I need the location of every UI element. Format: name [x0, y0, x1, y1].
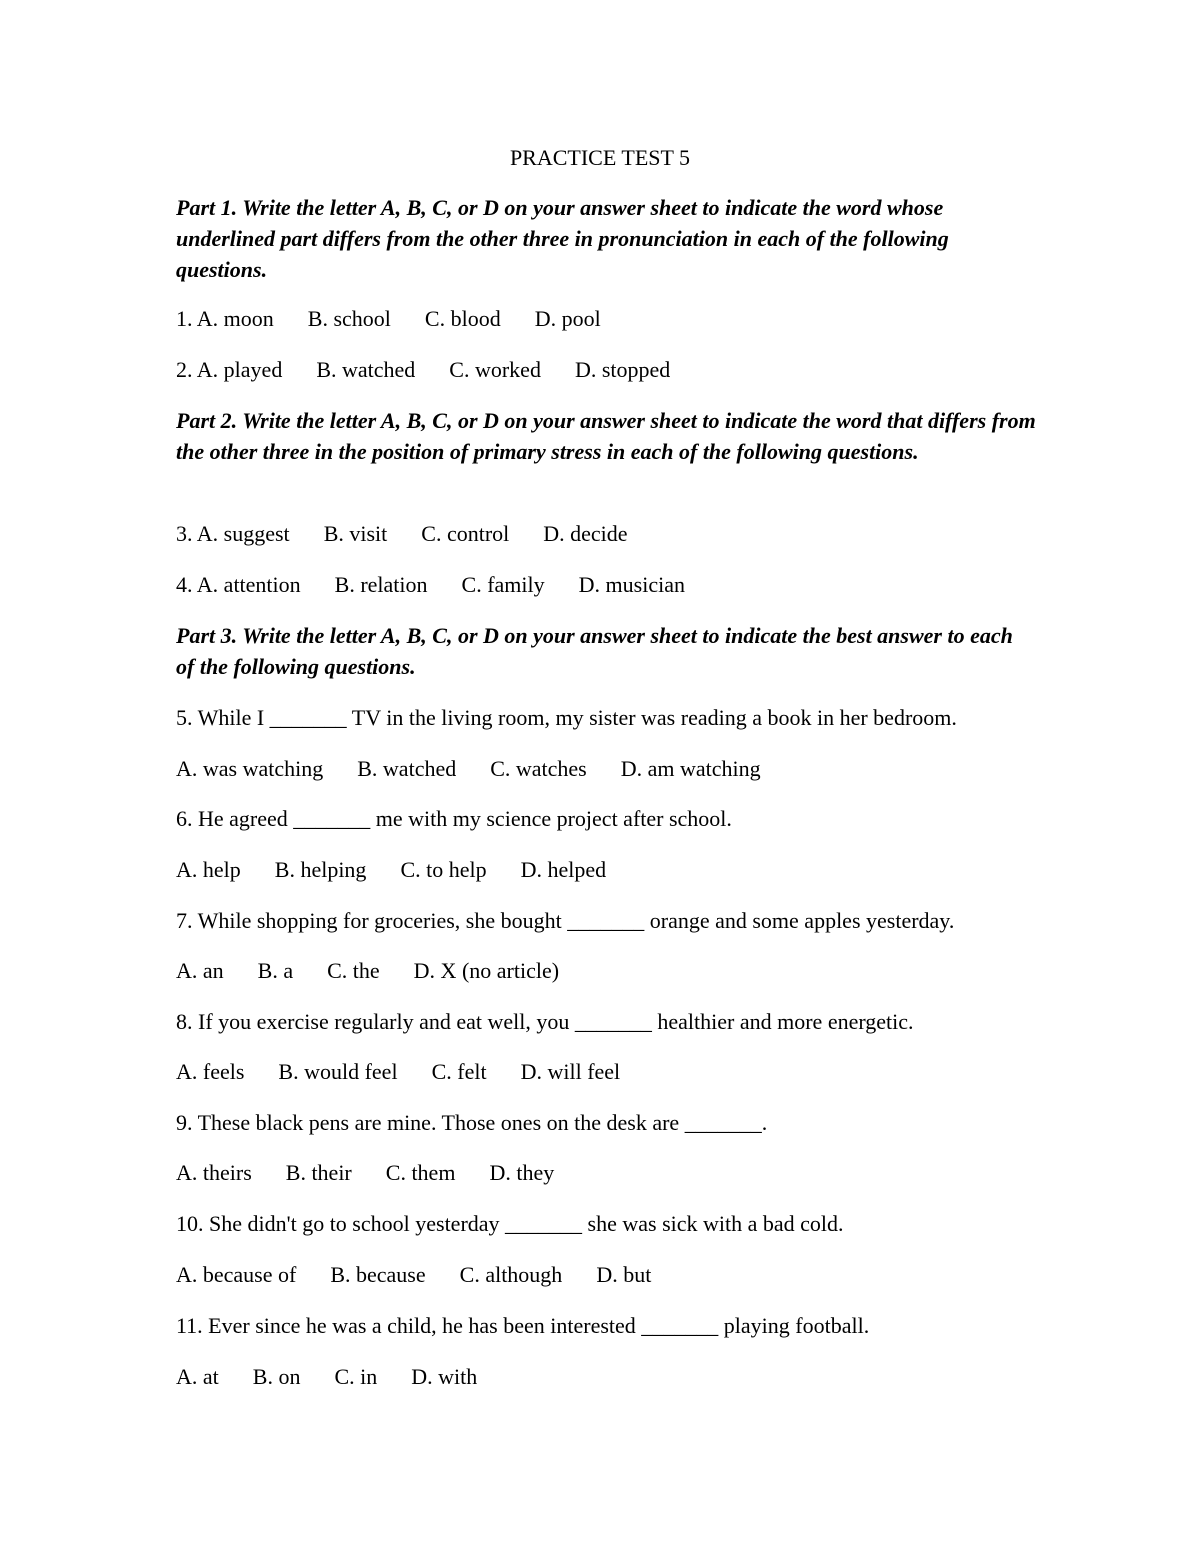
part-1-instruction: Part 1. Write the letter A, B, C, or D on your answer sheet to indicate the word whose underlined part differs from the other three in pronunciation in each of the following questions.	[176, 195, 949, 282]
option: B. a	[257, 958, 294, 983]
option: A. an	[176, 958, 224, 983]
option: 2. A. played	[176, 357, 283, 382]
option: D. pool	[534, 306, 601, 331]
option: D. will feel	[520, 1059, 621, 1084]
page-title: PRACTICE TEST 5	[509, 145, 691, 170]
option: C. blood	[424, 306, 501, 331]
option: B. would feel	[278, 1059, 398, 1084]
option: 3. A. suggest	[176, 521, 290, 546]
option: B. their	[285, 1160, 352, 1185]
option: D. decide	[543, 521, 628, 546]
question-8-options	[176, 1056, 1036, 1087]
option: B. because	[330, 1262, 426, 1287]
option: D. but	[596, 1262, 652, 1287]
option: C. control	[421, 521, 510, 546]
option: D. helped	[520, 857, 607, 882]
question-5-options	[176, 753, 1036, 784]
option: B. watched	[316, 357, 416, 382]
option: A. theirs	[176, 1160, 252, 1185]
option: A. because of	[176, 1262, 297, 1287]
part-2-instruction: Part 2. Write the letter A, B, C, or D on your answer sheet to indicate the word that differs from the other three in the position of primary stress in each of the following questions.	[176, 408, 1036, 464]
option: C. although	[459, 1262, 563, 1287]
option: 1. A. moon	[176, 306, 274, 331]
question-4-options	[176, 569, 1036, 600]
option: D. am watching	[620, 756, 761, 781]
option: B. relation	[334, 572, 428, 597]
option: B. visit	[323, 521, 388, 546]
option: C. watches	[490, 756, 587, 781]
question-8-stem: 8. If you exercise regularly and eat well, you _______ healthier and more energetic.	[176, 1009, 914, 1034]
option: C. them	[385, 1160, 456, 1185]
option: C. felt	[431, 1059, 487, 1084]
option: D. X (no article)	[413, 958, 560, 983]
option: B. watched	[357, 756, 457, 781]
option: C. worked	[449, 357, 541, 382]
option: C. to help	[400, 857, 487, 882]
question-3-options	[176, 518, 1036, 549]
question-9-stem: 9. These black pens are mine. Those ones on the desk are _______.	[176, 1110, 768, 1135]
option: D. they	[489, 1160, 555, 1185]
question-10-options	[176, 1259, 1036, 1290]
question-1-options	[176, 303, 1036, 334]
question-11-options	[176, 1361, 1036, 1392]
option: A. at	[176, 1364, 219, 1389]
part-3-instruction: Part 3. Write the letter A, B, C, or D on your answer sheet to indicate the best answer to each of the following questions.	[176, 623, 1013, 679]
question-5-stem: 5. While I _______ TV in the living room, my sister was reading a book in her bedroom.	[176, 705, 957, 730]
option: 4. A. attention	[176, 572, 301, 597]
option: B. on	[252, 1364, 301, 1389]
option: C. family	[461, 572, 545, 597]
option: D. stopped	[574, 357, 671, 382]
option: A. feels	[176, 1059, 245, 1084]
question-7-stem: 7. While shopping for groceries, she bought _______ orange and some apples yesterday.	[176, 908, 955, 933]
option: D. musician	[578, 572, 685, 597]
option: A. help	[176, 857, 241, 882]
option: B. school	[307, 306, 391, 331]
option: B. helping	[274, 857, 367, 882]
question-2-options	[176, 354, 1036, 385]
option: C. the	[327, 958, 380, 983]
question-10-stem: 10. She didn't go to school yesterday _______ she was sick with a bad cold.	[176, 1211, 844, 1236]
question-6-options	[176, 854, 1036, 885]
option: D. with	[411, 1364, 478, 1389]
question-11-stem: 11. Ever since he was a child, he has been interested _______ playing football.	[176, 1313, 870, 1338]
question-6-stem: 6. He agreed _______ me with my science project after school.	[176, 806, 732, 831]
option: C. in	[334, 1364, 378, 1389]
question-7-options	[176, 955, 1036, 986]
option: A. was watching	[176, 756, 324, 781]
question-9-options	[176, 1157, 1036, 1188]
